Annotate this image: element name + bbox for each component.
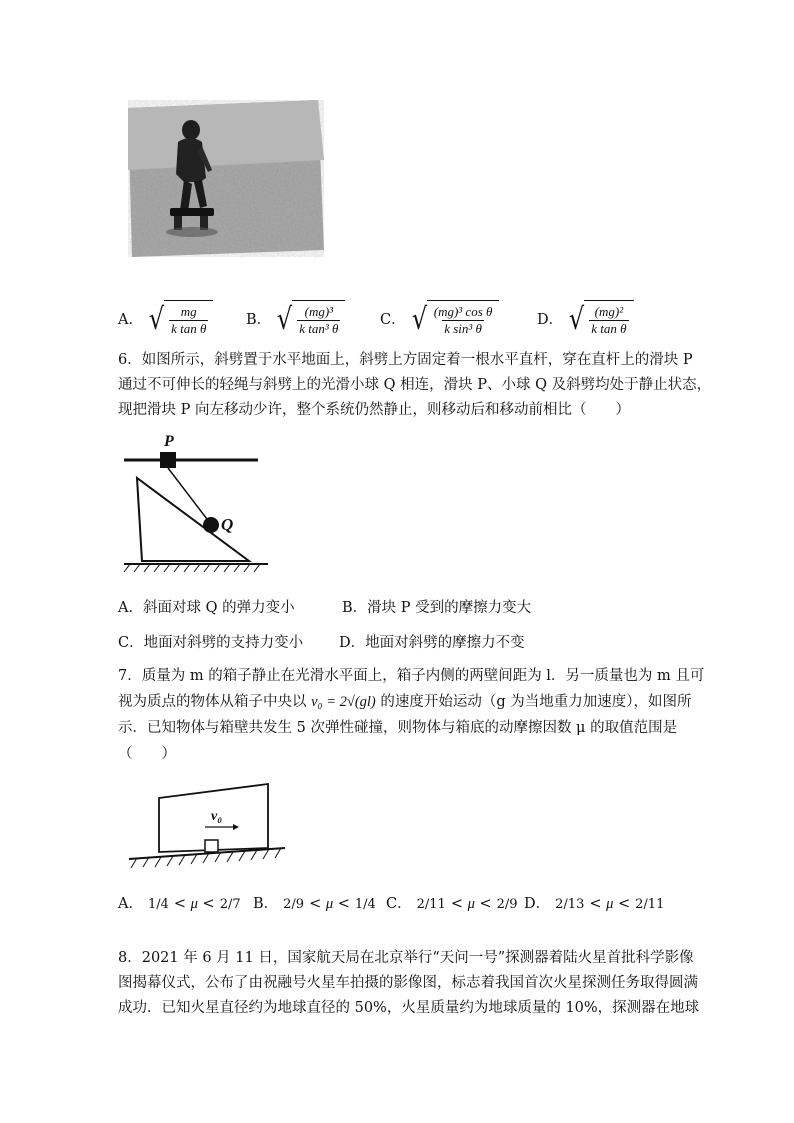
numerator: (mg)³ cos θ	[433, 304, 493, 319]
q5-option-d[interactable]	[537, 300, 634, 340]
q6-option-d[interactable]: D．地面对斜劈的摩擦力不变	[339, 635, 525, 651]
sqrt-expression: √ $\frac{\text{(mg)²}}{\text{k tan θ}}$	[567, 300, 633, 340]
hoverboard-photo	[128, 100, 324, 257]
lower-bound: 1/4	[147, 896, 169, 912]
q8-line-1: 8．2021 年 6 月 11 日，国家航天局在北京举行“天问一号”探测器着陆火星首批科学影像	[118, 950, 694, 966]
q7-figure	[125, 780, 290, 879]
denominator: k tan³ θ	[299, 321, 339, 336]
q6-figure	[118, 430, 278, 579]
q7-line-3: 示．已知物体与箱壁共发生 5 次弹性碰撞，则物体与箱底的动摩擦因数 μ 的取值范围是	[118, 720, 678, 736]
q7-option-a[interactable]: A． 1/4 < μ < 2/7	[118, 896, 241, 912]
q5-option-c[interactable]	[380, 300, 499, 340]
q7-option-c[interactable]: C． 2/11 < μ < 2/9	[386, 896, 518, 912]
sqrt-expression: √ $\frac{\text{(mg)³ cos θ}}{\text{k sin³ θ}}$	[410, 300, 500, 340]
q6-option-b[interactable]: B．滑块 P 受到的摩擦力变大	[342, 600, 532, 616]
numerator: (mg)³	[304, 304, 334, 319]
sqrt-expression: √ $\frac{mg}{\text{k tan θ}}$	[147, 300, 213, 340]
option-label: C．	[386, 896, 412, 912]
option-label: A．	[118, 896, 143, 912]
upper-bound: 1/4	[354, 896, 376, 912]
q7-line-4: （ ）	[118, 746, 176, 762]
q7-line-2: 视为质点的物体从箱子中央以 v₀ = 2√(gl) 的速度开始运动（g 为当地重力加速度），如图所	[118, 694, 692, 710]
upper-bound: 2/11	[635, 896, 665, 912]
ball-q-label: Q	[221, 515, 234, 534]
lower-bound: 2/11	[416, 896, 446, 912]
initial-velocity-formula: v₀ = 2√(gl)	[311, 694, 376, 710]
q6-option-c[interactable]: C．地面对斜劈的支持力变小	[118, 635, 304, 651]
option-label: D．	[537, 312, 564, 328]
q5-option-b[interactable]	[246, 300, 345, 340]
q6-line-2: 通过不可伸长的轻绳与斜劈上的光滑小球 Q 相连，滑块 P、小球 Q 及斜劈均处于静止状态，	[118, 377, 712, 393]
denominator: k sin³ θ	[444, 321, 482, 336]
option-label: B．	[253, 896, 279, 912]
q6-line-1: 6．如图所示，斜劈置于水平地面上，斜劈上方固定着一根水平直杆，穿在直杆上的滑块 P	[118, 352, 693, 368]
q7-line-1: 7．质量为 m 的箱子静止在光滑水平面上，箱子内侧的两壁间距为 l．另一质量也为 m 且可	[118, 668, 705, 684]
numerator: (mg)²	[594, 304, 624, 319]
denominator: k tan θ	[171, 321, 207, 336]
velocity-label: v₀	[211, 809, 223, 824]
option-label: C．	[380, 312, 406, 328]
q6-line-3: 现把滑块 P 向左移动少许，整个系统仍然静止，则移动后和移动前相比（ ）	[118, 402, 630, 418]
option-label: B．	[246, 312, 272, 328]
q8-line-3: 成功．已知火星直径约为地球直径的 50%，火星质量约为地球质量的 10%，探测器在地球	[118, 1000, 700, 1016]
upper-bound: 2/9	[496, 896, 518, 912]
lower-bound: 2/9	[283, 896, 305, 912]
q7-option-d[interactable]: D． 2/13 < μ < 2/11	[524, 896, 665, 912]
lower-bound: 2/13	[555, 896, 585, 912]
q7-option-b[interactable]: B． 2/9 < μ < 1/4	[253, 896, 376, 912]
option-label: D．	[524, 896, 551, 912]
q6-option-a[interactable]: A．斜面对球 Q 的弹力变小	[118, 600, 295, 616]
q5-option-a[interactable]	[118, 300, 213, 340]
denominator: k tan θ	[591, 321, 627, 336]
q8-line-2: 图揭幕仪式，公布了由祝融号火星车拍摄的影像图，标志着我国首次火星探测任务取得圆满	[118, 975, 698, 991]
slider-p-label: P	[164, 433, 174, 450]
numerator: mg	[180, 304, 197, 319]
upper-bound: 2/7	[219, 896, 241, 912]
option-label: A．	[118, 312, 143, 328]
sqrt-expression: √ $\frac{\text{(mg)³}}{\text{k tan³ θ}}$	[275, 300, 345, 340]
